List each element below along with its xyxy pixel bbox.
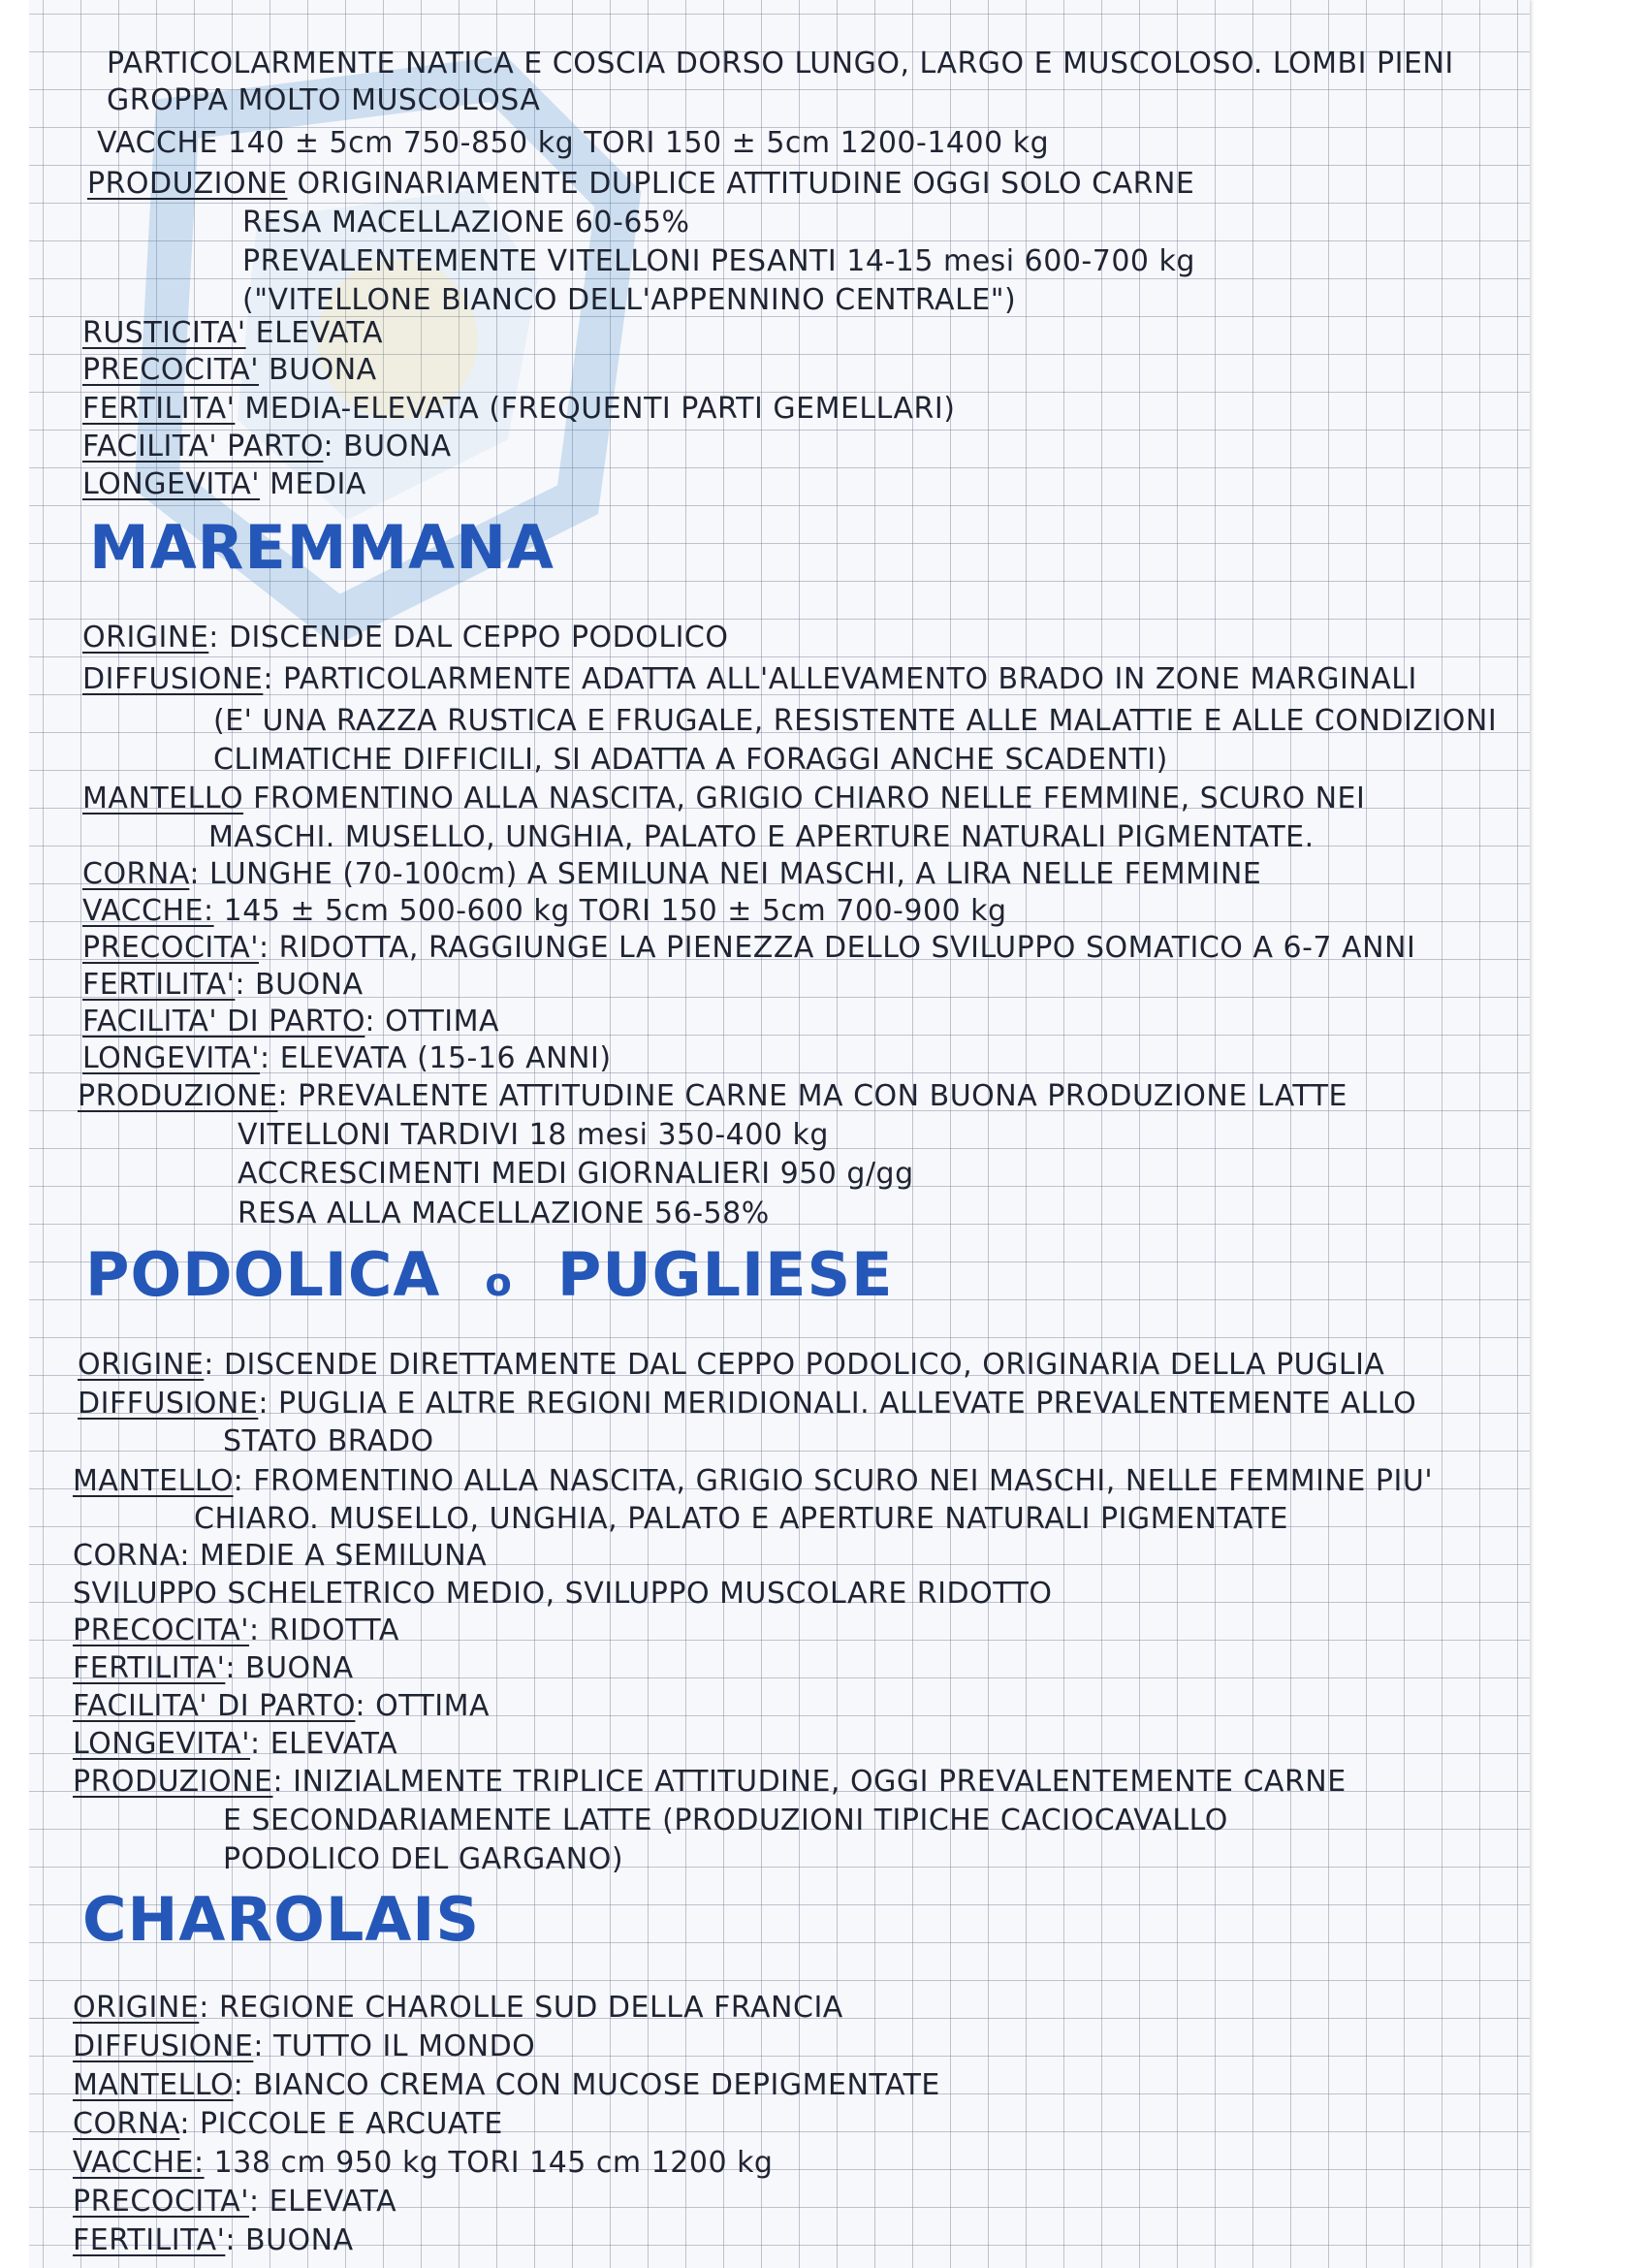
field-value: : INIZIALMENTE TRIPLICE ATTITUDINE, OGGI PREVALENTEMENTE CARNE: [272, 1765, 1347, 1799]
field-label: RUSTICITA': [82, 316, 246, 350]
text-line: STATO BRADO: [223, 1424, 434, 1458]
field-label: ORIGINE: [82, 621, 209, 655]
section-title-charolais: CHAROLAIS: [82, 1884, 481, 1955]
text-line: [73, 1991, 843, 2026]
field-label: LONGEVITA': [82, 1041, 261, 1075]
text-line: [82, 1041, 612, 1076]
section-title-maremmana: MAREMMANA: [89, 512, 555, 583]
field-value: : PUGLIA E ALTRE REGIONI MERIDIONALI. ALLEVATE PREVALENTEMENTE ALLO: [258, 1387, 1417, 1421]
field-label: LONGEVITA': [82, 467, 261, 501]
field-label: VACCHE:: [73, 2146, 205, 2180]
text-line: [78, 1348, 1384, 1383]
field-label: MANTELLO: [82, 782, 244, 815]
text-line: [78, 1079, 1347, 1114]
field-label: PRECOCITA': [73, 2185, 250, 2219]
field-label: CORNA: [73, 2107, 180, 2141]
field-label: PRECOCITA': [82, 353, 260, 387]
text-line: [82, 782, 1365, 816]
field-label: MANTELLO: [73, 1464, 234, 1498]
field-value: ELEVATA: [245, 316, 384, 350]
field-value: : RIDOTTA, RAGGIUNGE LA PIENEZZA DELLO SVILUPPO SOMATICO A 6-7 ANNI: [259, 931, 1416, 965]
text-line: RESA MACELLAZIONE 60-65%: [242, 206, 690, 240]
section-title-podolica: [85, 1241, 893, 1317]
field-value: : ELEVATA: [250, 1727, 398, 1761]
text-line: [82, 857, 1261, 892]
text-line: [82, 430, 452, 464]
field-value: MEDIA-ELEVATA (FREQUENTI PARTI GEMELLARI): [235, 392, 956, 426]
notebook-page: [29, 0, 1530, 2268]
text-line: [73, 2146, 773, 2181]
text-line: (E' UNA RAZZA RUSTICA E FRUGALE, RESISTENTE ALLE MALATTIE E ALLE CONDIZIONI: [213, 704, 1498, 738]
field-label: CORNA: [82, 857, 190, 891]
text-line: [82, 968, 364, 1003]
text-line: VITELLONI TARDIVI 18 mesi 350-400 kg: [238, 1118, 829, 1152]
field-label: FERTILITA': [73, 2223, 226, 2257]
field-value: : ELEVATA: [249, 2185, 397, 2219]
field-label: PRECOCITA': [82, 931, 260, 965]
text-line: [73, 1765, 1347, 1800]
text-line: PREVALENTEMENTE VITELLONI PESANTI 14-15 mesi 600-700 kg: [242, 244, 1195, 278]
field-label: FERTILITA': [82, 968, 236, 1002]
field-label: PRECOCITA': [73, 1613, 250, 1647]
field-value: FROMENTINO ALLA NASCITA, GRIGIO CHIARO NELLE FEMMINE, SCURO NEI: [243, 782, 1366, 815]
field-label: ORIGINE: [73, 1991, 200, 2025]
field-value: 145 ± 5cm 500-600 kg TORI 150 ± 5cm 700-900 kg: [213, 894, 1007, 928]
text-line: [73, 1464, 1433, 1499]
field-value: : PREVALENTE ATTITUDINE CARNE MA CON BUONA PRODUZIONE LATTE: [277, 1079, 1347, 1113]
title-part: o: [485, 1261, 513, 1305]
text-line: CORNA: MEDIE A SEMILUNA: [73, 1539, 488, 1573]
text-line: [73, 2223, 354, 2258]
field-label: FACILITA' PARTO: [82, 430, 324, 463]
text-line: [73, 2029, 535, 2064]
text-line: PARTICOLARMENTE NATICA E COSCIA DORSO LUNGO, LARGO E MUSCOLOSO. LOMBI PIENI: [107, 47, 1454, 80]
text-line: PODOLICO DEL GARGANO): [223, 1842, 624, 1876]
text-line: SVILUPPO SCHELETRICO MEDIO, SVILUPPO MUSCOLARE RIDOTTO: [73, 1577, 1053, 1611]
text-line: [78, 1387, 1416, 1421]
field-value: 138 cm 950 kg TORI 145 cm 1200 kg: [204, 2146, 774, 2180]
field-label: PRODUZIONE: [87, 167, 288, 201]
text-line: RESA ALLA MACELLAZIONE 56-58%: [238, 1197, 770, 1230]
field-value: : DISCENDE DIRETTAMENTE DAL CEPPO PODOLICO, ORIGINARIA DELLA PUGLIA: [204, 1348, 1385, 1382]
field-label: DIFFUSIONE: [73, 2029, 254, 2063]
text-line: [82, 1005, 499, 1039]
text-line: [82, 353, 377, 388]
text-line: [82, 894, 1007, 929]
text-line: CLIMATICHE DIFFICILI, SI ADATTA A FORAGGI ANCHE SCADENTI): [213, 743, 1168, 777]
field-value: : FROMENTINO ALLA NASCITA, GRIGIO SCURO NEI MASCHI, NELLE FEMMINE PIU': [233, 1464, 1434, 1498]
text-line: [82, 392, 955, 427]
field-label: DIFFUSIONE: [78, 1387, 259, 1421]
field-value: : BUONA: [323, 430, 452, 463]
field-value: : OTTIMA: [355, 1689, 491, 1723]
field-label: FERTILITA': [82, 392, 236, 426]
text-line: [73, 1689, 490, 1724]
field-value: : RIDOTTA: [249, 1613, 399, 1647]
text-line: ("VITELLONE BIANCO DELL'APPENNINO CENTRALE"): [242, 283, 1017, 317]
text-line: [82, 467, 366, 502]
field-label: LONGEVITA': [73, 1727, 251, 1761]
field-value: : LUNGHE (70-100cm) A SEMILUNA NEI MASCHI, A LIRA NELLE FEMMINE: [189, 857, 1262, 891]
text-line: [82, 662, 1417, 697]
field-value: : REGIONE CHAROLLE SUD DELLA FRANCIA: [199, 1991, 843, 2025]
field-value: ORIGINARIAMENTE DUPLICE ATTITUDINE OGGI SOLO CARNE: [287, 167, 1195, 201]
field-value: BUONA: [259, 353, 377, 387]
field-value: : TUTTO IL MONDO: [253, 2029, 536, 2063]
text-line: MASCHI. MUSELLO, UNGHIA, PALATO E APERTURE NATURALI PIGMENTATE.: [208, 820, 1315, 854]
field-label: PRODUZIONE: [73, 1765, 273, 1799]
text-line: [82, 316, 383, 351]
text-line: [73, 1727, 397, 1762]
field-value: : BUONA: [235, 968, 364, 1002]
field-value: : BUONA: [225, 2223, 354, 2257]
field-label: FACILITA' DI PARTO: [73, 1689, 356, 1723]
title-part: PUGLIESE: [556, 1239, 894, 1310]
field-value: : PICCOLE E ARCUATE: [179, 2107, 503, 2141]
text-line: [73, 2068, 940, 2103]
text-line: VACCHE 140 ± 5cm 750-850 kg TORI 150 ± 5cm 1200-1400 kg: [97, 126, 1050, 160]
field-label: MANTELLO: [73, 2068, 234, 2102]
field-label: ORIGINE: [78, 1348, 205, 1382]
text-line: E SECONDARIAMENTE LATTE (PRODUZIONI TIPICHE CACIOCAVALLO: [223, 1804, 1228, 1837]
field-label: PRODUZIONE: [78, 1079, 278, 1113]
field-label: DIFFUSIONE: [82, 662, 264, 696]
text-line: [82, 931, 1415, 966]
text-line: [73, 2107, 503, 2142]
text-line: [73, 2185, 396, 2220]
field-value: : BUONA: [225, 1651, 354, 1685]
text-line: [73, 1613, 399, 1648]
field-label: VACCHE:: [82, 894, 214, 928]
field-value: : BIANCO CREMA CON MUCOSE DEPIGMENTATE: [233, 2068, 940, 2102]
title-part: PODOLICA: [85, 1239, 441, 1310]
text-line: ACCRESCIMENTI MEDI GIORNALIERI 950 g/gg: [238, 1157, 914, 1191]
field-value: MEDIA: [260, 467, 366, 501]
field-value: : ELEVATA (15-16 ANNI): [260, 1041, 612, 1075]
field-label: FACILITA' DI PARTO: [82, 1005, 365, 1038]
text-line: CHIARO. MUSELLO, UNGHIA, PALATO E APERTURE NATURALI PIGMENTATE: [194, 1502, 1288, 1536]
text-line: [73, 1651, 354, 1686]
text-line: [82, 621, 729, 655]
field-value: : OTTIMA: [364, 1005, 500, 1038]
field-label: FERTILITA': [73, 1651, 226, 1685]
field-value: : DISCENDE DAL CEPPO PODOLICO: [208, 621, 729, 655]
field-value: : PARTICOLARMENTE ADATTA ALL'ALLEVAMENTO BRADO IN ZONE MARGINALI: [263, 662, 1417, 696]
text-line: GROPPA MOLTO MUSCOLOSA: [107, 83, 541, 117]
text-line: [87, 167, 1194, 202]
